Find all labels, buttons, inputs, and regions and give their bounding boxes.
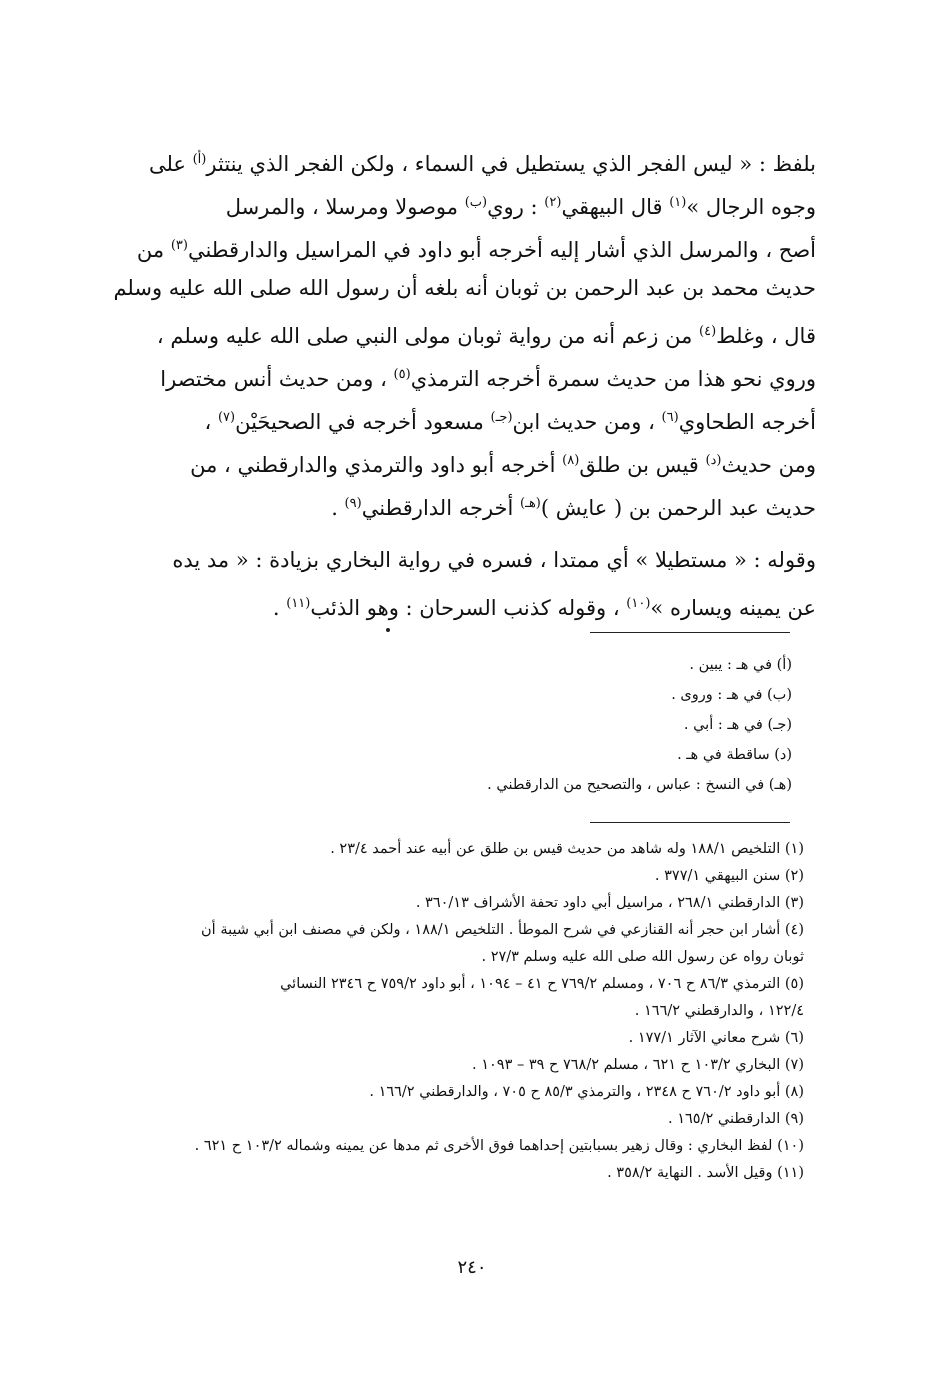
main-line: وجوه الرجال »$^{(١)}$ قال البيهقي$^{(٢)}$ : روي$^{(ب)}$ موصولا ومرسلا ، والمرسل bbox=[225, 195, 816, 219]
variant-note: (جـ) في هـ : أبي . bbox=[683, 717, 792, 733]
reference-note: (٩) الدارقطني ١٦٥/٢ . bbox=[668, 1111, 804, 1127]
main-text bbox=[113, 138, 816, 625]
variant-note: (أ) في هـ : يبين . bbox=[689, 657, 792, 673]
main-line: وقوله : « مستطيلا » أي ممتدا ، فسره في رواية البخاري بزيادة : « مد يده bbox=[172, 548, 816, 572]
main-line: حديث عبد الرحمن بن ( عايش )$^{(هـ)}$ أخرجه الدارقطني$^{(٩)}$ . bbox=[331, 496, 816, 520]
footnote-marker: (٢) bbox=[544, 195, 562, 210]
variant-note: (د) ساقطة في هـ . bbox=[677, 747, 792, 763]
reference-note: (٧) البخاري ١٠٣/٢ ح ٦٢١ ، مسلم ٧٦٨/٢ ح ٣٩ – ١٠٩٣ . bbox=[471, 1057, 804, 1073]
footnote-marker: (١١) bbox=[286, 596, 311, 611]
reference-note: (١) التلخيص ١٨٨/١ وله شاهد من حديث قيس بن طلق عن أبيه عند أحمد ٢٣/٤ . bbox=[330, 841, 804, 857]
footnote-marker: (٧) bbox=[217, 410, 236, 425]
main-line: ومن حديث$^{(د)}$ قيس بن طلق$^{(٨)}$ أخرجه أبو داود والترمذي والدارقطني ، من bbox=[190, 453, 816, 477]
reference-note: ثوبان رواه عن رسول الله صلى الله عليه وسلم ٢٧/٣ . bbox=[481, 949, 804, 965]
main-line: وروي نحو هذا من حديث سمرة أخرجه الترمذي$^{(٥)}$ ، ومن حديث أنس مختصرا bbox=[160, 367, 816, 391]
footnote-marker: (١٠) bbox=[626, 596, 651, 611]
main-line: عن يمينه ويساره »$^{(١٠)}$ ، وقوله كذنب السرحان : وهو الذئب$^{(١١)}$ . bbox=[272, 596, 816, 620]
paragraph-gap bbox=[118, 525, 816, 539]
reference-notes bbox=[104, 836, 804, 1187]
footnote-marker: (٩) bbox=[344, 496, 362, 511]
variant-notes bbox=[372, 650, 792, 800]
reference-note: (١١) وقيل الأسد . النهاية ٣٥٨/٢ . bbox=[607, 1165, 804, 1181]
footnote-separator-rule bbox=[590, 632, 790, 633]
footnote-marker: (ب) bbox=[464, 195, 488, 210]
footnote-marker: (جـ) bbox=[490, 410, 513, 425]
footnote-marker: (٨) bbox=[562, 453, 580, 468]
reference-note: (٤) أشار ابن حجر أنه القنازعي في شرح الموطأ . التلخيص ١٨٨/١ ، ولكن في مصنف ابن أبي شيبة أن bbox=[201, 922, 804, 938]
reference-note: (٨) أبو داود ٧٦٠/٢ ح ٢٣٤٨ ، والترمذي ٨٥/٣ ح ٧٠٥ ، والدارقطني ١٦٦/٢ . bbox=[369, 1084, 804, 1100]
footnote-marker: (د) bbox=[705, 453, 722, 468]
main-line: أصح ، والمرسل الذي أشار إليه أخرجه أبو داود في المراسيل والدارقطني$^{(٣)}$ من bbox=[136, 238, 816, 262]
footnote-marker: (٤) bbox=[699, 324, 717, 339]
footnote-marker: (أ) bbox=[192, 152, 207, 167]
main-line: بلفظ : « ليس الفجر الذي يستطيل في السماء ، ولكن الفجر الذي ينتثر$^{(أ)}$ على bbox=[148, 152, 816, 176]
footnote-marker: (١) bbox=[669, 195, 687, 210]
main-line: أخرجه الطحاوي$^{(٦)}$ ، ومن حديث ابن$^{(جـ)}$ مسعود أخرجه في الصحيحَيْن$^{(٧)}$ ، bbox=[204, 410, 816, 434]
reference-note: (٦) شرح معاني الآثار ١٧٧/١ . bbox=[628, 1030, 804, 1046]
variant-note: (هـ) في النسخ : عباس ، والتصحيح من الدارقطني . bbox=[487, 777, 792, 793]
page-number: ٢٤٠ bbox=[457, 1257, 487, 1278]
footnote-marker: (٥) bbox=[393, 367, 411, 382]
main-line: قال ، وغلط$^{(٤)}$ من زعم أنه من رواية ثوبان مولى النبي صلى الله عليه وسلم ، bbox=[156, 324, 816, 348]
reference-note: (١٠) لفظ البخاري : وقال زهير بسبابتين إحداهما فوق الأخرى ثم مدها عن يمينه وشماله ١٠٣/٢ ح ٦٢١ . bbox=[194, 1138, 804, 1154]
footnote-marker: (٣) bbox=[170, 238, 188, 253]
variant-note: (ب) في هـ : وروى . bbox=[671, 687, 792, 703]
reference-note: ١٢٢/٤ ، والدارقطني ١٦٦/٢ . bbox=[634, 1003, 804, 1019]
ink-speck bbox=[386, 628, 390, 632]
reference-note: (٣) الدارقطني ٢٦٨/١ ، مراسيل أبي داود تحفة الأشراف ٣٦٠/١٣ . bbox=[415, 895, 804, 911]
reference-note: (٥) الترمذي ٨٦/٣ ح ٧٠٦ ، ومسلم ٧٦٩/٢ ح ٤١ – ١٠٩٤ ، أبو داود ٧٥٩/٢ ح ٢٣٤٦ النسائي bbox=[280, 976, 804, 992]
main-line: حديث محمد بن عبد الرحمن بن ثوبان أنه بلغه أن رسول الله صلى الله عليه وسلم bbox=[113, 276, 816, 300]
footnote-marker: (هـ) bbox=[520, 496, 541, 511]
footnote-marker: (٦) bbox=[661, 410, 679, 425]
footnote-separator-rule bbox=[590, 822, 790, 823]
reference-note: (٢) سنن البيهقي ٣٧٧/١ . bbox=[654, 868, 804, 884]
